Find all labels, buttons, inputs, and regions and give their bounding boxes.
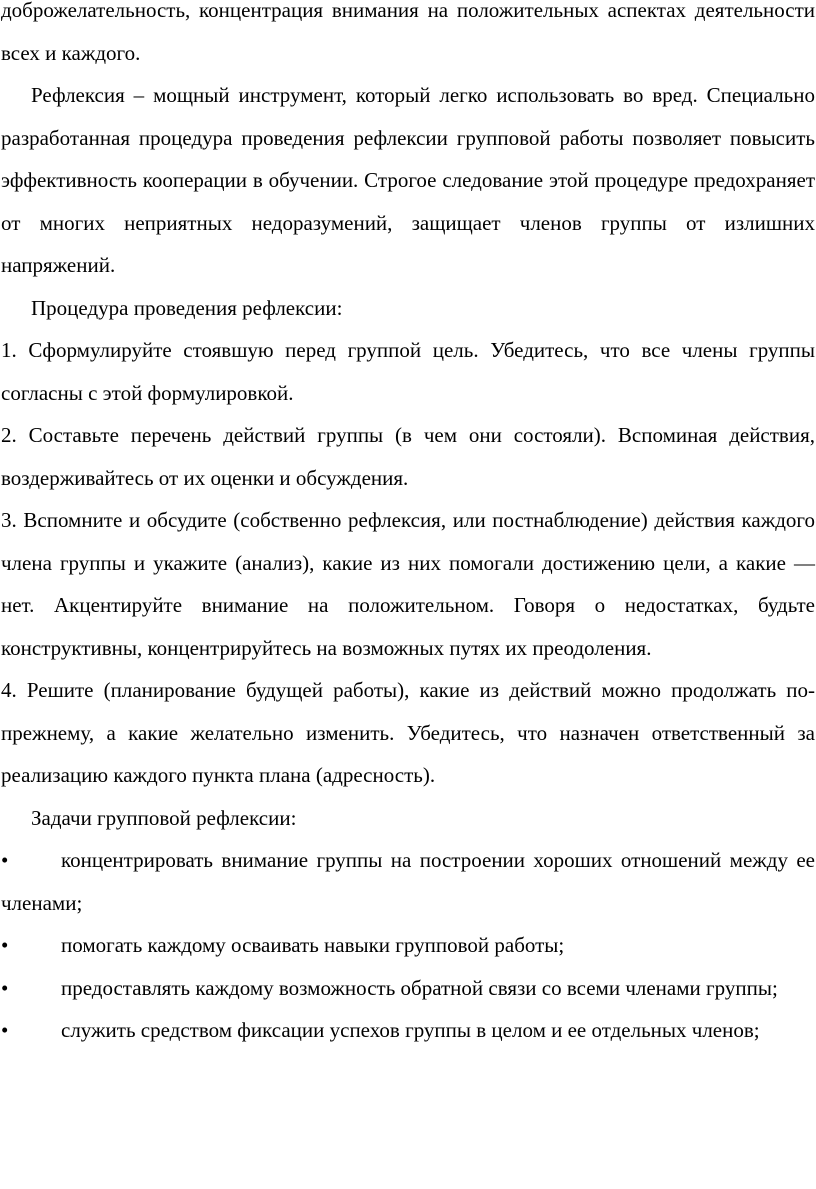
paragraph-procedure-heading: Процедура проведения рефлексии: xyxy=(31,295,343,320)
procedure-step-2: 2. Составьте перечень действий группы (в чем они состояли). Вспоминая действия, воздерживайтесь от их оценки и обсуждения. xyxy=(1,423,815,490)
procedure-step-1: 1. Сформулируйте стоявшую перед группой цель. Убедитесь, что все члены группы согласны с этой формулировкой. xyxy=(1,338,815,405)
bullet-icon: • xyxy=(1,848,9,872)
bullet-item xyxy=(1,924,815,967)
bullet-item xyxy=(1,967,815,1010)
paragraph-reflection-tool: Рефлексия – мощный инструмент, который легко использовать во вред. Специально разработанная процедура проведения рефлексии групповой работы позволяет повысить эффективность кооперации в обучении. Строгое следование этой процедуре предохраняет от многих неприятных недоразумений, защищает членов группы от излишних напряжений. xyxy=(1,83,815,277)
procedure-step-4: 4. Решите (планирование будущей работы), какие из действий можно продолжать по-прежнему, а какие желательно изменить. Убедитесь, что назначен ответственный за реализацию каждого пункта плана (адресность). xyxy=(1,678,815,787)
bullet-text: концентрировать внимание группы на построении хороших отношений между ее членами; xyxy=(1,848,815,915)
paragraph-tasks-heading: Задачи групповой рефлексии: xyxy=(31,805,297,830)
bullet-text: служить средством фиксации успехов группы в целом и ее отдельных членов; xyxy=(61,1018,760,1042)
bullet-icon: • xyxy=(1,975,9,1000)
procedure-step-3: 3. Вспомните и обсудите (собственно рефлексия, или постнаблюдение) действия каждого члена группы и укажите (анализ), какие из них помогали достижению цели, а какие — нет. Акцентируйте внимание на положительном. Говоря о недостатках, будьте конструктивны, концентрируйтесь на возможных путях их преодоления. xyxy=(1,508,815,660)
bullet-icon: • xyxy=(1,1018,9,1042)
paragraph-intro-continuation: доброжелательность, концентрация внимания на положительных аспектах деятельности всех и каждого. xyxy=(1,0,815,65)
bullet-text: помогать каждому осваивать навыки групповой работы; xyxy=(61,933,565,957)
bullet-item xyxy=(1,1009,815,1052)
bullet-icon: • xyxy=(1,933,9,957)
bullet-text: предоставлять каждому возможность обратной связи со всеми членами группы; xyxy=(61,975,778,1000)
bullet-item xyxy=(1,839,815,924)
